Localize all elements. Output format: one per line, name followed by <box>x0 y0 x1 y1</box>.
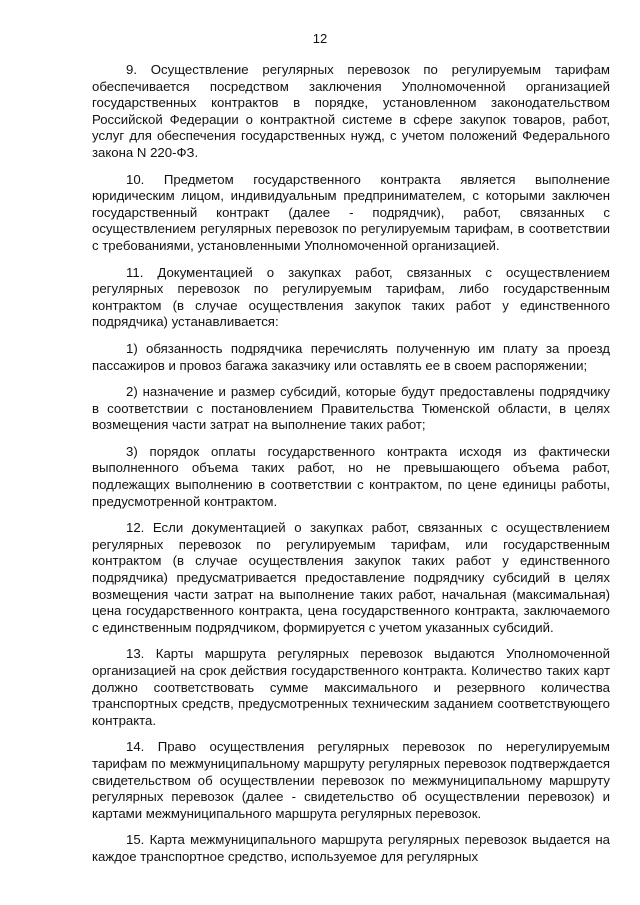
paragraph-clause-10: 10. Предметом государственного контракта является выполнение юридическим лицом, индивидуальным предпринимателем, с которыми заключен государственный контракт (далее - подрядчик), работ, связанных с осуществлением регулярных перевозок по регулируемым тарифам, в соответствии с требованиями, установленными Уполномоченной организацией. <box>92 171 610 253</box>
paragraph-clause-11-item-2: 2) назначение и размер субсидий, которые будут предоставлены подрядчику в соответствии с постановлением Правительства Тюменской области, в целях возмещения части затрат на выполнение таких работ; <box>92 384 610 433</box>
paragraph-clause-9: 9. Осуществление регулярных перевозок по регулируемым тарифам обеспечивается посредством заключения Уполномоченной организацией государственных контрактов в порядке, установленном законодательством Российской Федерации о контрактной системе в сфере закупок товаров, работ, услуг для обеспечения государственных нужд, с учетом положений Федерального закона N 220-ФЗ. <box>92 62 610 160</box>
paragraph-clause-11-item-3: 3) порядок оплаты государственного контракта исходя из фактически выполненного объема таких работ, но не превышающего объема работ, подлежащих выполнению в соответствии с контрактом, по цене единицы работы, предусмотренной контрактом. <box>92 443 610 509</box>
paragraph-clause-13: 13. Карты маршрута регулярных перевозок выдаются Уполномоченной организацией на срок действия государственного контракта. Количество таких карт должно соответствовать сумме максимального и резервного количества транспортных средств, предусмотренных техническим заданием соответствующего контракта. <box>92 646 610 728</box>
paragraph-clause-12: 12. Если документацией о закупках работ, связанных с осуществлением регулярных перевозок по регулируемым тарифам, или государственным контрактом (в случае осуществления закупок таких работ у единственного подрядчика) предусматривается предоставление подрядчику субсидий в целях возмещения части затрат на выполнение таких работ, начальная (максимальная) цена государственного контракта, цена государственного контракта, заключаемого с единственным подрядчиком, формируется с учетом указанных субсидий. <box>92 520 610 635</box>
paragraph-clause-14: 14. Право осуществления регулярных перевозок по нерегулируемым тарифам по межмуниципальному маршруту регулярных перевозок подтверждается свидетельством об осуществлении перевозок по межмуниципальному маршруту регулярных перевозок (далее - свидетельство об осуществлении перевозок) и картами межмуниципального маршрута регулярных перевозок. <box>92 739 610 821</box>
paragraph-clause-15: 15. Карта межмуниципального маршрута регулярных перевозок выдается на каждое транспортное средство, используемое для регулярных <box>92 832 610 864</box>
page-number: 12 <box>312 31 328 46</box>
paragraph-clause-11: 11. Документацией о закупках работ, связанных с осуществлением регулярных перевозок по регулируемым тарифам, либо государственным контрактом (в случае осуществления закупок таких работ у единственного подрядчика) устанавливается: <box>92 264 610 330</box>
document-body <box>92 62 610 876</box>
paragraph-clause-11-item-1: 1) обязанность подрядчика перечислять полученную им плату за проезд пассажиров и провоз багажа заказчику или оставлять ее в своем распоряжении; <box>92 340 610 373</box>
